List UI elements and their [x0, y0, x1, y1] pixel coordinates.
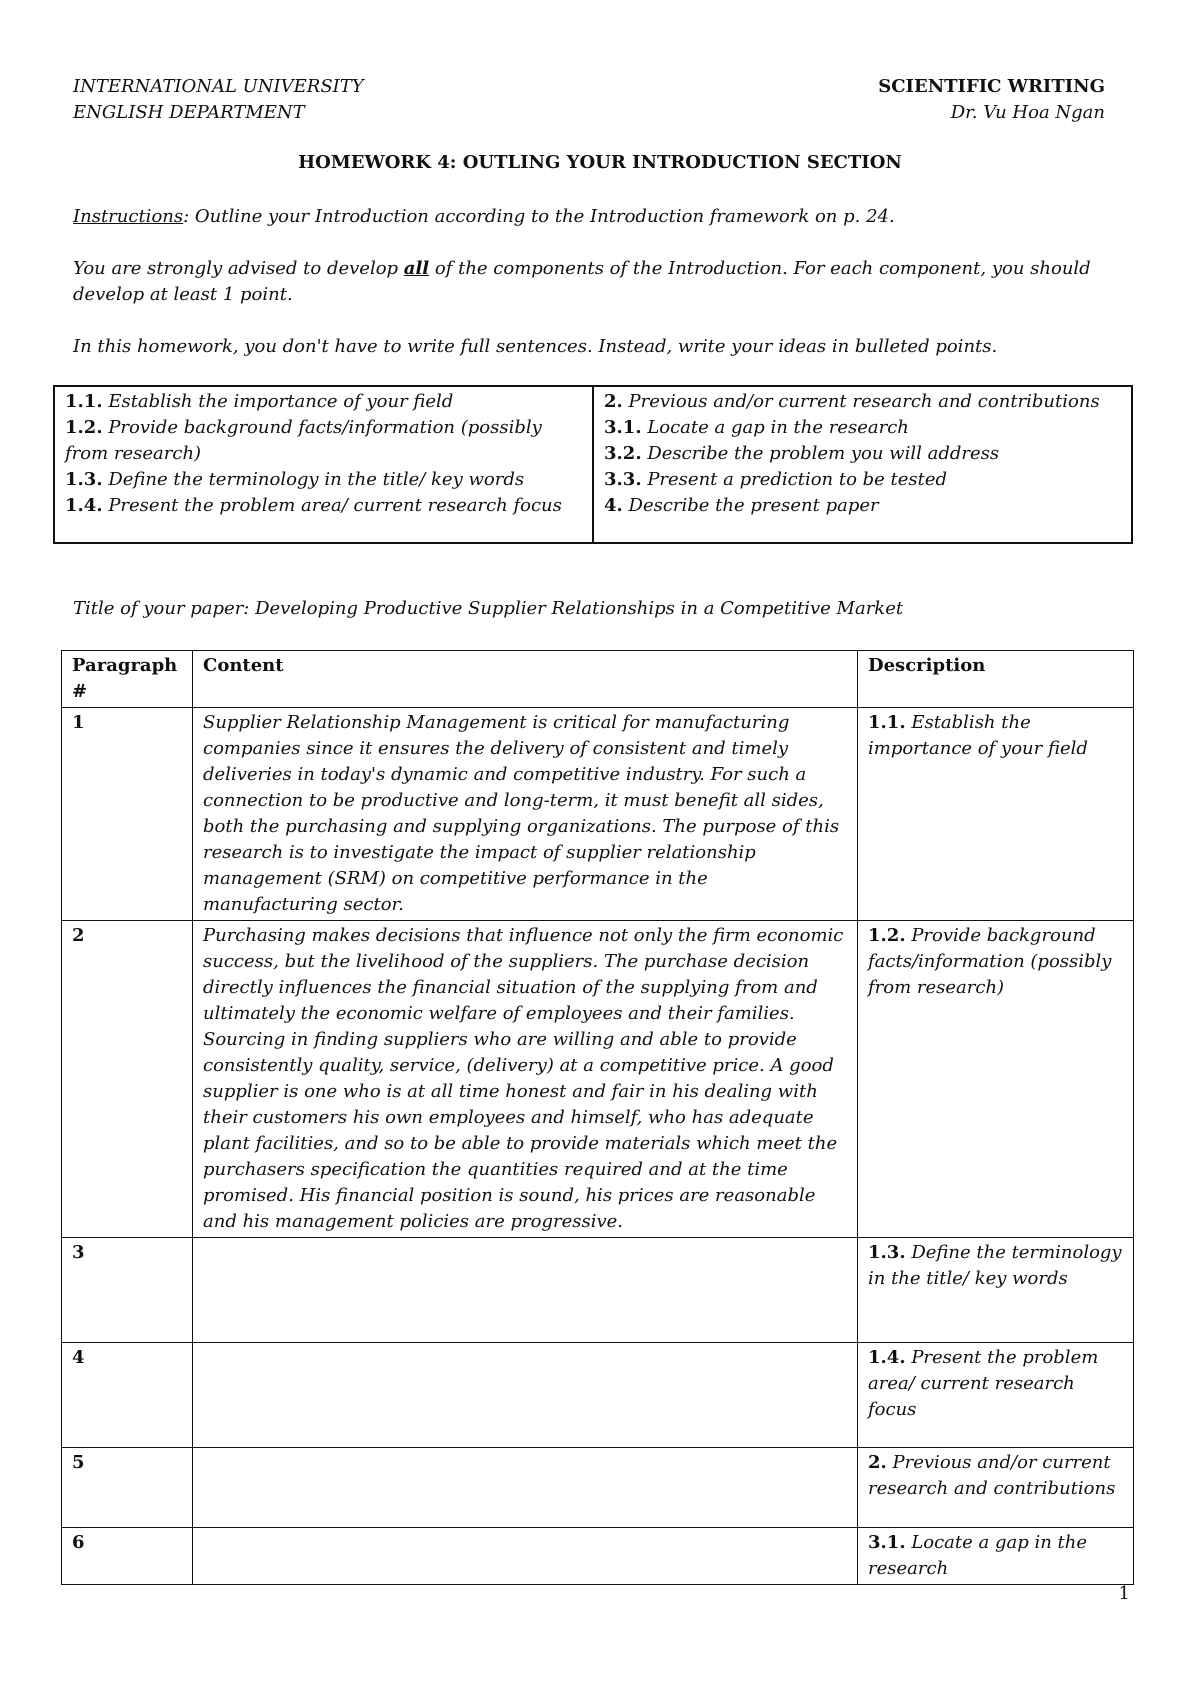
paragraph-content [193, 1238, 858, 1343]
paragraph-number: 3 [62, 1238, 193, 1343]
header-paragraph: Paragraph # [62, 651, 193, 708]
framework-item: 3.2. Describe the problem you will address [604, 443, 1000, 464]
header-content: Content [193, 651, 858, 708]
paragraph-content: Purchasing makes decisions that influence not only the firm economic success, but the livelihood of the suppliers. The purchase decision directly influences the financial situation of the supplying from and ultimately the economic welfare of employees and their families. Sourcing in finding suppliers who are willing and able to provide consistently quality, service, (delivery) at a competitive price. A good supplier is one who is at all time honest and fair in his dealing with their customers his own employees and himself, who has adequate plant facilities, and so to be able to provide materials which meet the purchasers specification the quantities required and at the time promised. His financial position is sound, his prices are reasonable and his management policies are progressive. [193, 921, 858, 1238]
paragraph-content [193, 1448, 858, 1528]
paragraph-number: 2 [62, 921, 193, 1238]
paper-title: Title of your paper: Developing Productive Supplier Relationships in a Competitive Market [73, 598, 904, 619]
instructions-paragraph [73, 204, 1113, 230]
paragraph-description: 3.1. Locate a gap in the research [858, 1528, 1134, 1585]
course-name: SCIENTIFIC WRITING [878, 76, 1105, 97]
paragraph-description: 2. Previous and/or current research and contributions [858, 1448, 1134, 1528]
framework-item: 1.1. Establish the importance of your field [65, 391, 454, 412]
advice-part1: You are strongly advised to develop [73, 258, 404, 279]
paragraph-number: 6 [62, 1528, 193, 1585]
table-row [62, 1528, 1134, 1585]
page-number: 1 [1118, 1583, 1130, 1604]
university-name: INTERNATIONAL UNIVERSITY [73, 76, 364, 97]
framework-left-cell [54, 386, 593, 543]
instructions-text: : Outline your Introduction according to the Introduction framework on p. 24. [183, 206, 895, 227]
framework-item: 1.2. Provide background facts/information (possibly from research) [65, 417, 542, 464]
advice-emphasis: all [403, 258, 430, 279]
paragraph-description: 1.4. Present the problem area/ current research focus [858, 1343, 1134, 1448]
paragraph-number: 5 [62, 1448, 193, 1528]
teacher-name: Dr. Vu Hoa Ngan [950, 102, 1105, 123]
table-row [62, 1448, 1134, 1528]
framework-item: 3.1. Locate a gap in the research [604, 417, 909, 438]
paragraph-content [193, 1528, 858, 1585]
table-row [62, 1343, 1134, 1448]
note-paragraph: In this homework, you don't have to write full sentences. Instead, write your ideas in bulleted points. [73, 336, 998, 357]
advice-part2: of the components of the Introduction. For each component, you should develop at least 1 point. [73, 258, 1091, 305]
header-description: Description [858, 651, 1134, 708]
page-title: HOMEWORK 4: OUTLING YOUR INTRODUCTION SECTION [298, 152, 902, 173]
outline-table [61, 650, 1134, 1585]
framework-item: 4. Describe the present paper [604, 495, 879, 516]
table-row [62, 1238, 1134, 1343]
paragraph-content [193, 1343, 858, 1448]
framework-item: 1.3. Define the terminology in the title/ key words [65, 469, 525, 490]
instructions-label: Instructions [73, 206, 184, 227]
paragraph-content: Supplier Relationship Management is critical for manufacturing companies since it ensures the delivery of consistent and timely deliveries in today's dynamic and competitive industry. For such a connection to be productive and long-term, it must benefit all sides, both the purchasing and supplying organizations. The purpose of this research is to investigate the impact of supplier relationship management (SRM) on competitive performance in the manufacturing sector. [193, 708, 858, 921]
framework-right-cell [593, 386, 1132, 543]
paragraph-description: 1.3. Define the terminology in the title/ key words [858, 1238, 1134, 1343]
table-row [62, 708, 1134, 921]
outline-header-row [62, 651, 1134, 708]
framework-item: 1.4. Present the problem area/ current research focus [65, 495, 562, 516]
paragraph-description: 1.2. Provide background facts/information (possibly from research) [858, 921, 1134, 1238]
paragraph-number: 1 [62, 708, 193, 921]
paragraph-number: 4 [62, 1343, 193, 1448]
framework-item: 2. Previous and/or current research and contributions [604, 391, 1100, 412]
framework-item: 3.3. Present a prediction to be tested [604, 469, 948, 490]
framework-table [53, 385, 1133, 544]
advice-paragraph [73, 256, 1113, 308]
department-name: ENGLISH DEPARTMENT [73, 102, 305, 123]
header-left [73, 74, 364, 126]
paragraph-description: 1.1. Establish the importance of your field [858, 708, 1134, 921]
table-row [62, 921, 1134, 1238]
header-right [878, 74, 1105, 126]
